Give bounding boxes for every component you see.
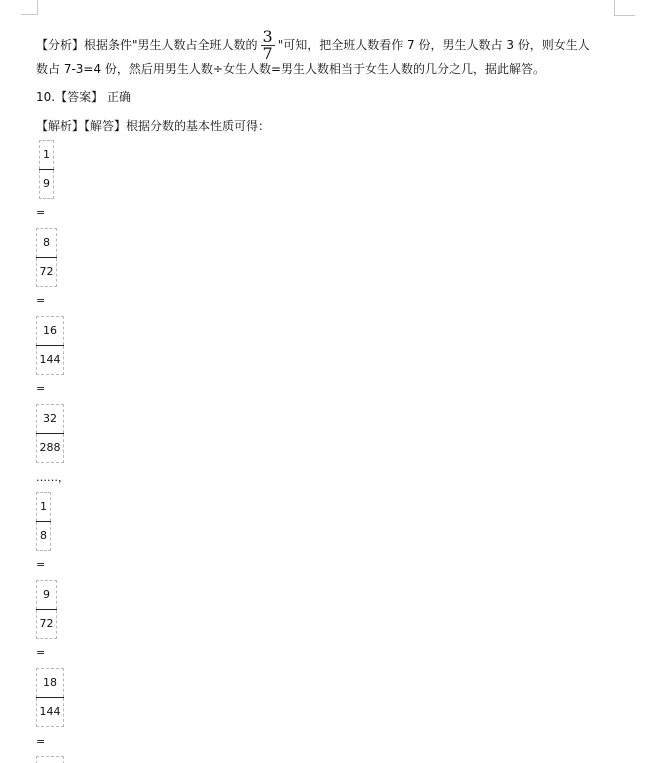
equals-sign: = — [36, 382, 46, 395]
fraction-numerator: 1 — [39, 140, 54, 169]
fraction-numerator: 1 — [36, 492, 51, 521]
answer-line — [36, 89, 131, 105]
analysis-line-2: 数占 7-3=4 份，然后用男生人数÷女生人数=男生人数相当于女生人数的几分之几，据此解答。 — [36, 62, 546, 76]
equals-sign: = — [36, 558, 46, 571]
fraction-box — [36, 228, 57, 287]
answer-value: 正确 — [106, 90, 131, 104]
fraction-denominator: 8 — [36, 522, 51, 551]
answer-number: 10. — [36, 90, 56, 104]
fraction-box — [36, 316, 64, 375]
equals-sign: = — [36, 646, 46, 659]
analysis-line-1-prefix: 【分析】根据条件"男生人数占全班人数的 — [36, 38, 258, 52]
fraction-box-partial — [36, 756, 64, 763]
equals-sign: = — [36, 206, 46, 219]
inline-fraction-denominator: 7 — [262, 44, 273, 63]
analysis-line-1 — [36, 29, 590, 62]
page-corner-mark-top-left — [21, 0, 38, 15]
fraction-numerator: 18 — [36, 668, 64, 697]
inline-fraction-numerator: 3 — [262, 27, 273, 46]
fraction-numerator-partial — [36, 756, 64, 763]
fraction-denominator: 288 — [36, 434, 64, 463]
fraction-numerator: 8 — [36, 228, 57, 257]
fraction-numerator: 32 — [36, 404, 64, 433]
fraction-denominator: 72 — [36, 258, 57, 287]
fraction-numerator: 9 — [36, 580, 57, 609]
fraction-denominator: 9 — [39, 170, 54, 199]
analysis-line-1-suffix: "可知，把全班人数看作 7 份，男生人数占 3 份，则女生人 — [277, 38, 590, 52]
page-corner-mark-top-right — [614, 0, 635, 16]
ellipsis: ……， — [36, 471, 69, 484]
fraction-box — [36, 668, 64, 727]
fraction-denominator: 144 — [36, 698, 64, 727]
solution-heading: 【解析】【解答】根据分数的基本性质可得： — [36, 119, 271, 133]
fraction-box — [36, 140, 54, 199]
answer-label: 【答案】 — [55, 90, 104, 104]
equals-sign: = — [36, 735, 46, 748]
fraction-denominator: 144 — [36, 346, 64, 375]
inline-fraction — [261, 29, 275, 62]
fraction-box — [36, 404, 64, 463]
fraction-box — [36, 492, 51, 551]
fraction-numerator: 16 — [36, 316, 64, 345]
equals-sign: = — [36, 294, 46, 307]
fraction-denominator: 72 — [36, 610, 57, 639]
fraction-box — [36, 580, 57, 639]
